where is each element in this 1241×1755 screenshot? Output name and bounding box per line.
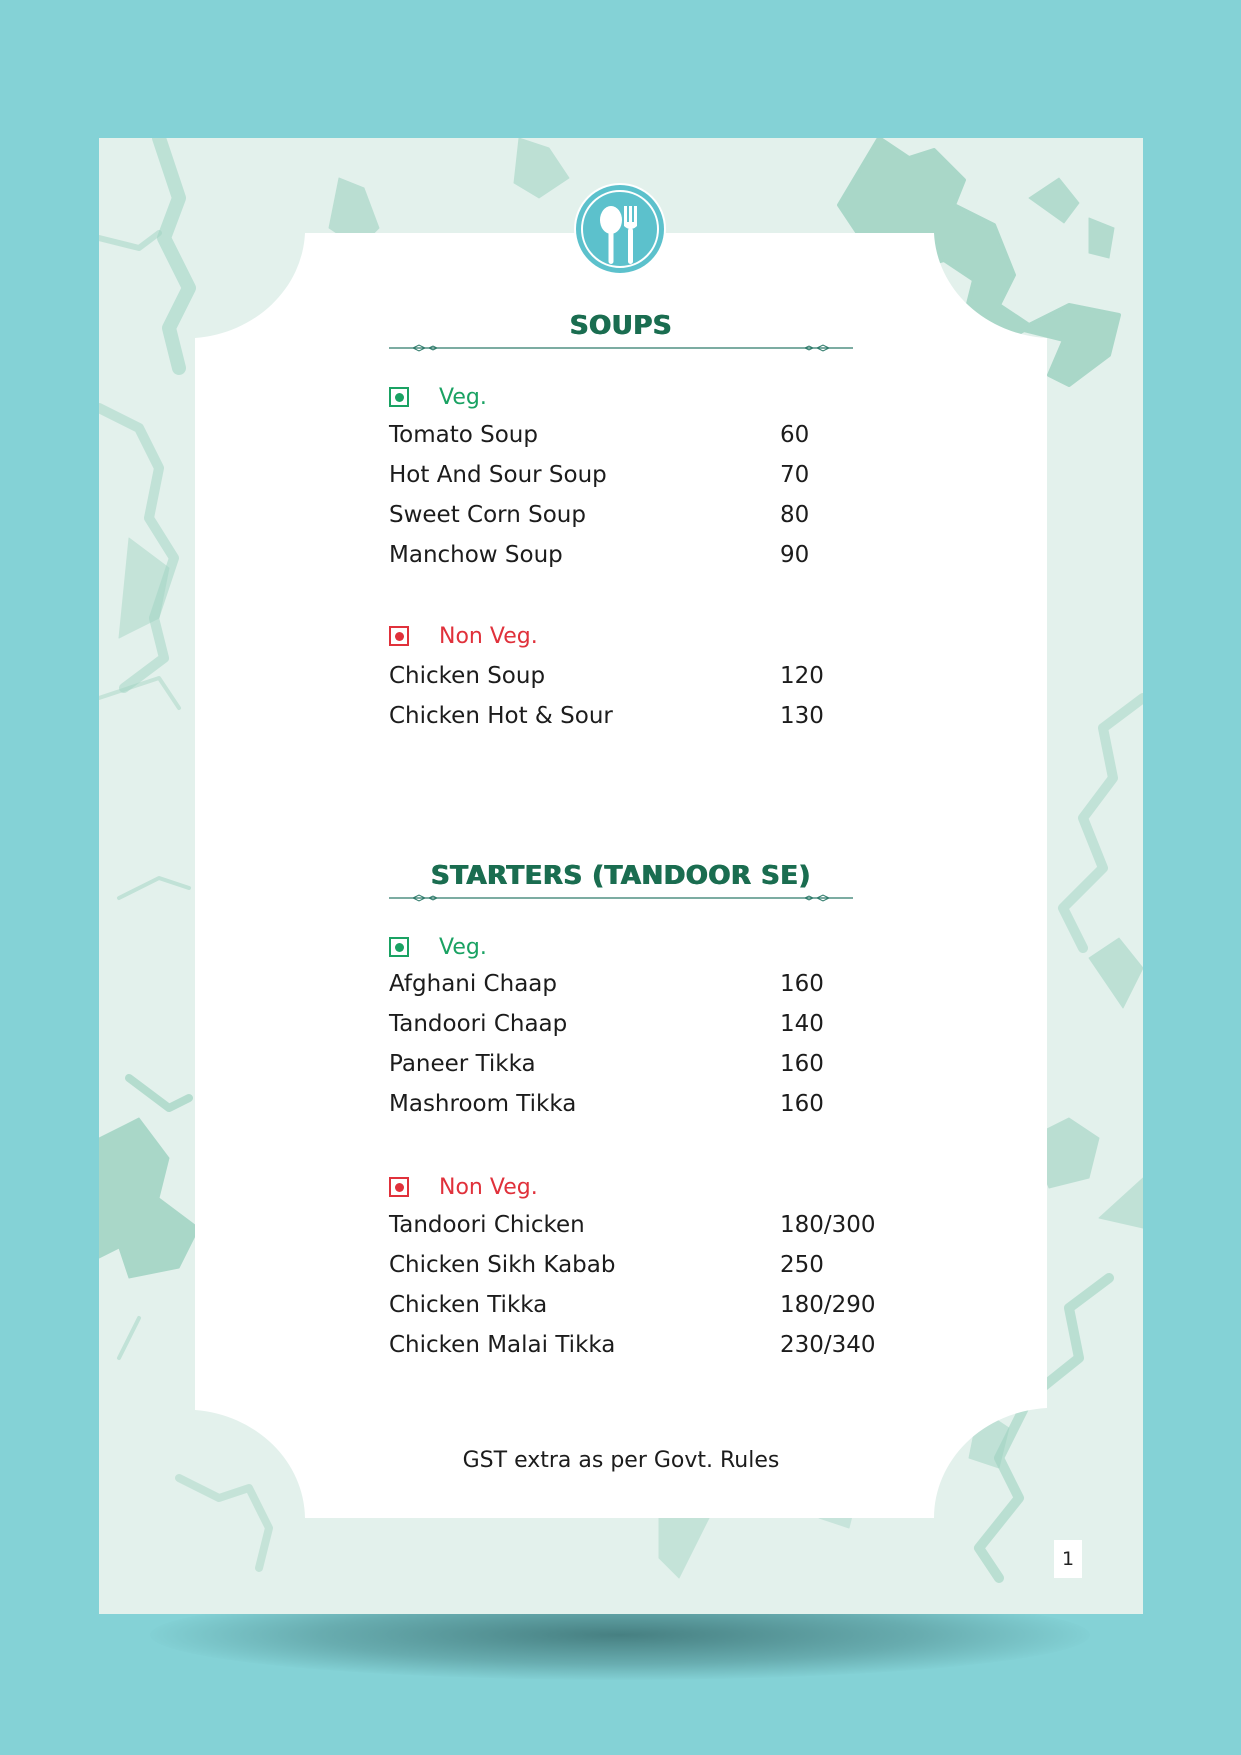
menu-item: [389, 1051, 869, 1081]
item-name: Manchow Soup: [389, 542, 563, 568]
item-name: Chicken Hot & Sour: [389, 703, 613, 729]
item-price: 160: [780, 1091, 824, 1117]
item-name: Tomato Soup: [389, 422, 538, 448]
item-price: 70: [780, 462, 810, 488]
menu-item: [389, 1252, 869, 1282]
item-name: Chicken Sikh Kabab: [389, 1252, 616, 1278]
item-name: Hot And Sour Soup: [389, 462, 607, 488]
menu-item: [389, 1212, 876, 1242]
menu-item: [389, 422, 869, 452]
menu-item: [389, 1091, 869, 1121]
item-price: 120: [780, 663, 824, 689]
menu-item: [389, 542, 869, 572]
item-name: Tandoori Chicken: [389, 1212, 585, 1238]
veg-symbol-icon: [389, 387, 409, 407]
spoon-fork-icon: [573, 182, 667, 276]
non-veg-symbol-icon: [389, 1177, 409, 1197]
menu-item: [389, 502, 869, 532]
item-price: 90: [780, 542, 810, 568]
non-veg-symbol-icon: [389, 626, 409, 646]
item-price: 160: [780, 971, 824, 997]
non-veg-category: [389, 623, 538, 649]
item-price: 230/340: [780, 1332, 876, 1358]
category-label: Non Veg.: [439, 623, 538, 649]
section-title: STARTERS (TANDOOR SE): [431, 861, 811, 891]
item-price: 80: [780, 502, 810, 528]
page-number: 1: [1054, 1540, 1082, 1578]
menu-content: [99, 138, 1143, 1614]
item-price: 180/300: [780, 1212, 876, 1238]
category-label: Veg.: [439, 934, 487, 960]
menu-item: [389, 1292, 876, 1322]
veg-symbol-icon: [389, 937, 409, 957]
item-price: 140: [780, 1011, 824, 1037]
veg-category: [389, 934, 487, 960]
menu-item: [389, 971, 869, 1001]
item-name: Mashroom Tikka: [389, 1091, 577, 1117]
item-name: Afghani Chaap: [389, 971, 557, 997]
menu-item: [389, 703, 869, 733]
menu-page: [99, 138, 1143, 1614]
item-price: 60: [780, 422, 810, 448]
footer-note: GST extra as per Govt. Rules: [462, 1448, 780, 1473]
heading-divider: [389, 342, 853, 354]
item-name: Paneer Tikka: [389, 1051, 536, 1077]
item-name: Chicken Soup: [389, 663, 546, 689]
menu-item: [389, 1011, 869, 1041]
category-label: Non Veg.: [439, 1174, 538, 1200]
menu-item: [389, 462, 869, 492]
item-price: 130: [780, 703, 824, 729]
veg-category: [389, 384, 487, 410]
item-price: 250: [780, 1252, 824, 1278]
heading-divider: [389, 892, 853, 904]
category-label: Veg.: [439, 384, 487, 410]
item-name: Chicken Tikka: [389, 1292, 548, 1318]
item-name: Chicken Malai Tikka: [389, 1332, 616, 1358]
section-title: SOUPS: [569, 311, 673, 341]
item-name: Tandoori Chaap: [389, 1011, 568, 1037]
item-price: 180/290: [780, 1292, 876, 1318]
menu-item: [389, 663, 869, 693]
menu-item: [389, 1332, 876, 1362]
item-price: 160: [780, 1051, 824, 1077]
item-name: Sweet Corn Soup: [389, 502, 586, 528]
non-veg-category: [389, 1174, 538, 1200]
